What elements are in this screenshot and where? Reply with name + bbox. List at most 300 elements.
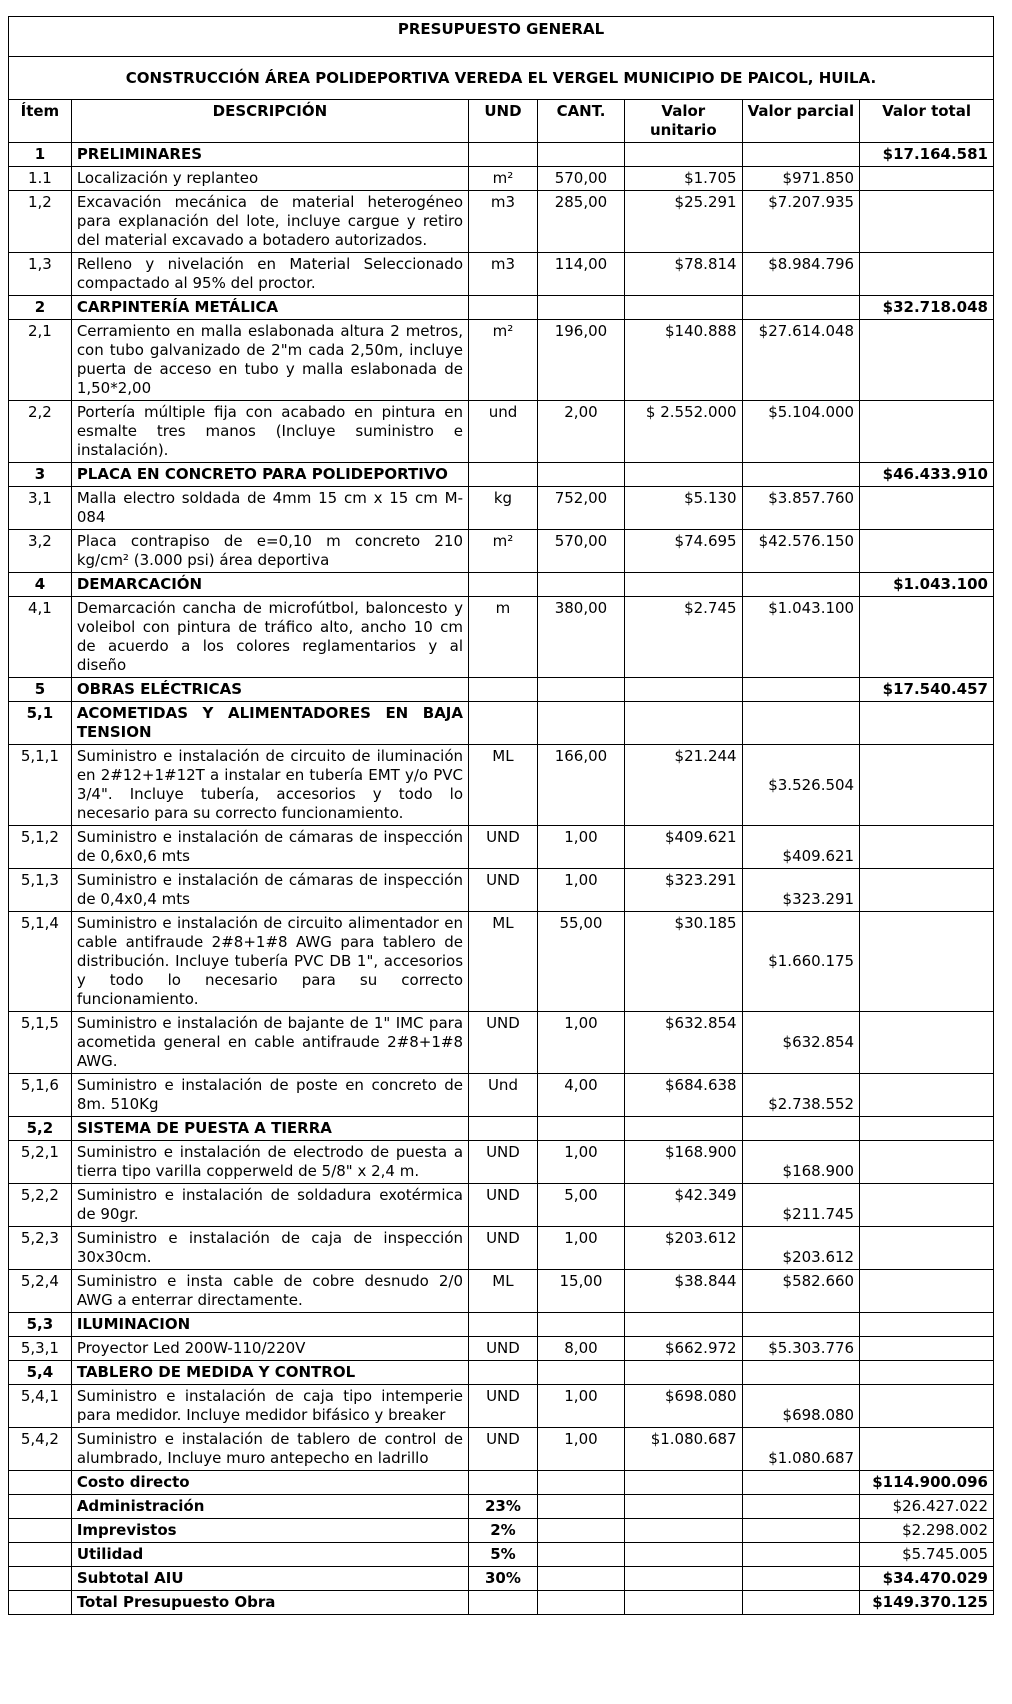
- item-description: Malla electro soldada de 4mm 15 cm x 15 cm M-084: [71, 487, 468, 530]
- item-quantity: 570,00: [537, 167, 624, 191]
- item-quantity: 1,00: [537, 1012, 624, 1074]
- item-number: 5,3,1: [9, 1337, 72, 1361]
- item-unit: m²: [469, 320, 538, 401]
- item-number: 5,2,1: [9, 1141, 72, 1184]
- item-total-value: [860, 1117, 994, 1141]
- item-description: Demarcación cancha de microfútbol, baloncesto y voleibol con pintura de tráfico alto, ancho 10 cm de acuerdo a los colores reglamentarios y al diseño: [71, 597, 468, 678]
- item-partial-value: $8.984.796: [742, 253, 860, 296]
- item-unit: [469, 296, 538, 320]
- item-description: Suministro e instalación de circuito de iluminación en 2#12+1#12T a instalar en tubería EMT y/o PVC 3/4". Incluye tubería, accesorios y todo lo necesario para su correcto funcionamiento.: [71, 745, 468, 826]
- table-row: [9, 401, 994, 463]
- summary-empty-cell: [625, 1471, 743, 1495]
- table-row: [9, 530, 994, 573]
- item-quantity: [537, 143, 624, 167]
- item-partial-value: [742, 1361, 860, 1385]
- item-partial-value: $409.621: [742, 826, 860, 869]
- item-number: 2,1: [9, 320, 72, 401]
- item-description: Suministro e instalación de tablero de control de alumbrado, Incluye muro antepecho en ladrillo: [71, 1428, 468, 1471]
- item-unit-value: [625, 678, 743, 702]
- item-total-value: $46.433.910: [860, 463, 994, 487]
- table-row: [9, 167, 994, 191]
- item-total-value: [860, 191, 994, 253]
- item-total-value: [860, 1385, 994, 1428]
- header-unit: UND: [469, 100, 538, 143]
- item-quantity: 1,00: [537, 1227, 624, 1270]
- summary-empty-cell: [537, 1543, 624, 1567]
- item-quantity: 752,00: [537, 487, 624, 530]
- item-unit-value: [625, 463, 743, 487]
- item-description: Suministro e instalación de cámaras de inspección de 0,6x0,6 mts: [71, 826, 468, 869]
- summary-label: Imprevistos: [71, 1519, 468, 1543]
- item-unit: Und: [469, 1074, 538, 1117]
- item-number: 1,2: [9, 191, 72, 253]
- item-description: Suministro e insta cable de cobre desnudo 2/0 AWG a enterrar directamente.: [71, 1270, 468, 1313]
- item-quantity: 1,00: [537, 826, 624, 869]
- summary-value: $114.900.096: [860, 1471, 994, 1495]
- table-row: [9, 320, 994, 401]
- item-total-value: [860, 167, 994, 191]
- item-unit-value: $409.621: [625, 826, 743, 869]
- item-total-value: [860, 869, 994, 912]
- item-unit: m: [469, 597, 538, 678]
- budget-body: [9, 143, 994, 1471]
- item-unit-value: $203.612: [625, 1227, 743, 1270]
- item-unit: UND: [469, 1337, 538, 1361]
- item-description: Localización y replanteo: [71, 167, 468, 191]
- item-description: SISTEMA DE PUESTA A TIERRA: [71, 1117, 468, 1141]
- item-description: Suministro e instalación de bajante de 1" IMC para acometida general en cable antifraude 2#8+1#8 AWG.: [71, 1012, 468, 1074]
- summary-empty-cell: [742, 1519, 860, 1543]
- summary-row: [9, 1519, 994, 1543]
- item-partial-value: $698.080: [742, 1385, 860, 1428]
- item-partial-value: [742, 678, 860, 702]
- item-partial-value: [742, 1117, 860, 1141]
- summary-empty-cell: [537, 1519, 624, 1543]
- item-partial-value: $168.900: [742, 1141, 860, 1184]
- table-row: [9, 826, 994, 869]
- item-quantity: [537, 1361, 624, 1385]
- chapter-row: [9, 143, 994, 167]
- summary-percent: [469, 1591, 538, 1615]
- summary-empty-cell: [742, 1543, 860, 1567]
- item-unit-value: [625, 573, 743, 597]
- item-number: 5,4: [9, 1361, 72, 1385]
- item-total-value: $32.718.048: [860, 296, 994, 320]
- item-description: Suministro e instalación de caja de inspección 30x30cm.: [71, 1227, 468, 1270]
- item-quantity: 5,00: [537, 1184, 624, 1227]
- item-total-value: [860, 320, 994, 401]
- item-partial-value: $7.207.935: [742, 191, 860, 253]
- item-unit: UND: [469, 869, 538, 912]
- summary-percent: 23%: [469, 1495, 538, 1519]
- summary-label: Utilidad: [71, 1543, 468, 1567]
- item-unit-value: $21.244: [625, 745, 743, 826]
- item-description: ACOMETIDAS Y ALIMENTADORES EN BAJA TENSION: [71, 702, 468, 745]
- table-row: [9, 1141, 994, 1184]
- item-unit-value: [625, 1313, 743, 1337]
- item-number: 5,2,3: [9, 1227, 72, 1270]
- item-total-value: [860, 1012, 994, 1074]
- item-quantity: 1,00: [537, 1141, 624, 1184]
- subchapter-row: [9, 1117, 994, 1141]
- item-description: TABLERO DE MEDIDA Y CONTROL: [71, 1361, 468, 1385]
- item-number: 5,4,2: [9, 1428, 72, 1471]
- item-partial-value: [742, 573, 860, 597]
- summary-empty-cell: [625, 1495, 743, 1519]
- item-number: 5,1,1: [9, 745, 72, 826]
- item-total-value: [860, 826, 994, 869]
- summary-empty-cell: [537, 1567, 624, 1591]
- item-number: 2: [9, 296, 72, 320]
- item-number: 3: [9, 463, 72, 487]
- item-partial-value: [742, 702, 860, 745]
- summary-row: [9, 1591, 994, 1615]
- item-unit-value: $632.854: [625, 1012, 743, 1074]
- item-unit-value: $1.080.687: [625, 1428, 743, 1471]
- item-unit: ML: [469, 912, 538, 1012]
- item-partial-value: $1.043.100: [742, 597, 860, 678]
- item-description: Relleno y nivelación en Material Seleccionado compactado al 95% del proctor.: [71, 253, 468, 296]
- item-quantity: [537, 573, 624, 597]
- item-number: 5,1,3: [9, 869, 72, 912]
- item-unit: UND: [469, 1184, 538, 1227]
- item-description: Portería múltiple fija con acabado en pintura en esmalte tres manos (Incluye suministro e instalación).: [71, 401, 468, 463]
- item-total-value: [860, 745, 994, 826]
- item-total-value: [860, 1227, 994, 1270]
- summary-body: [9, 1471, 994, 1615]
- item-unit-value: $38.844: [625, 1270, 743, 1313]
- item-quantity: 55,00: [537, 912, 624, 1012]
- item-number: 3,1: [9, 487, 72, 530]
- item-total-value: [860, 1428, 994, 1471]
- item-total-value: [860, 597, 994, 678]
- item-unit: UND: [469, 826, 538, 869]
- item-unit: kg: [469, 487, 538, 530]
- item-description: Suministro e instalación de electrodo de puesta a tierra tipo varilla copperweld de 5/8" x 2,4 m.: [71, 1141, 468, 1184]
- item-total-value: [860, 1141, 994, 1184]
- item-partial-value: $1.660.175: [742, 912, 860, 1012]
- item-quantity: 1,00: [537, 1385, 624, 1428]
- item-unit-value: $78.814: [625, 253, 743, 296]
- item-partial-value: [742, 143, 860, 167]
- item-partial-value: $632.854: [742, 1012, 860, 1074]
- summary-value: $5.745.005: [860, 1543, 994, 1567]
- item-unit: [469, 678, 538, 702]
- summary-empty-cell: [742, 1471, 860, 1495]
- item-quantity: [537, 702, 624, 745]
- item-number: 5,1,5: [9, 1012, 72, 1074]
- item-partial-value: $42.576.150: [742, 530, 860, 573]
- item-partial-value: $582.660: [742, 1270, 860, 1313]
- summary-empty-cell: [537, 1495, 624, 1519]
- item-number: 1.1: [9, 167, 72, 191]
- item-number: 4,1: [9, 597, 72, 678]
- item-description: OBRAS ELÉCTRICAS: [71, 678, 468, 702]
- summary-empty-cell: [9, 1543, 72, 1567]
- item-total-value: [860, 1337, 994, 1361]
- item-partial-value: $1.080.687: [742, 1428, 860, 1471]
- document-title: PRESUPUESTO GENERAL: [9, 17, 994, 57]
- table-row: [9, 869, 994, 912]
- item-number: 5,1,2: [9, 826, 72, 869]
- summary-label: Costo directo: [71, 1471, 468, 1495]
- table-row: [9, 1385, 994, 1428]
- item-quantity: 2,00: [537, 401, 624, 463]
- item-quantity: [537, 463, 624, 487]
- item-unit-value: $168.900: [625, 1141, 743, 1184]
- item-description: ILUMINACION: [71, 1313, 468, 1337]
- item-unit: UND: [469, 1428, 538, 1471]
- item-number: 3,2: [9, 530, 72, 573]
- summary-label: Subtotal AIU: [71, 1567, 468, 1591]
- table-row: [9, 745, 994, 826]
- item-unit: m²: [469, 167, 538, 191]
- summary-row: [9, 1567, 994, 1591]
- item-description: PLACA EN CONCRETO PARA POLIDEPORTIVO: [71, 463, 468, 487]
- item-number: 2,2: [9, 401, 72, 463]
- item-unit: ML: [469, 1270, 538, 1313]
- item-total-value: [860, 1074, 994, 1117]
- summary-value: $26.427.022: [860, 1495, 994, 1519]
- item-unit: [469, 463, 538, 487]
- item-total-value: [860, 487, 994, 530]
- item-total-value: $17.540.457: [860, 678, 994, 702]
- header-quantity: CANT.: [537, 100, 624, 143]
- item-number: 5,2: [9, 1117, 72, 1141]
- subchapter-row: [9, 1361, 994, 1385]
- item-unit: [469, 1313, 538, 1337]
- item-partial-value: $5.104.000: [742, 401, 860, 463]
- item-quantity: 380,00: [537, 597, 624, 678]
- item-quantity: 4,00: [537, 1074, 624, 1117]
- item-unit-value: $ 2.552.000: [625, 401, 743, 463]
- item-quantity: [537, 296, 624, 320]
- item-unit: UND: [469, 1227, 538, 1270]
- item-unit-value: [625, 702, 743, 745]
- summary-row: [9, 1471, 994, 1495]
- item-description: Proyector Led 200W-110/220V: [71, 1337, 468, 1361]
- table-row: [9, 487, 994, 530]
- item-description: Suministro e instalación de circuito alimentador en cable antifraude 2#8+1#8 AWG para tablero de distribución. Incluye tubería PVC DB 1", accesorios y todo lo necesario para su correcto funcionamiento.: [71, 912, 468, 1012]
- item-number: 5,1: [9, 702, 72, 745]
- item-unit: UND: [469, 1141, 538, 1184]
- item-description: DEMARCACIÓN: [71, 573, 468, 597]
- item-unit-value: [625, 143, 743, 167]
- summary-row: [9, 1495, 994, 1519]
- item-unit: [469, 143, 538, 167]
- item-unit-value: $684.638: [625, 1074, 743, 1117]
- chapter-row: [9, 573, 994, 597]
- chapter-row: [9, 463, 994, 487]
- table-row: [9, 912, 994, 1012]
- table-header-row: [9, 100, 994, 143]
- item-description: Excavación mecánica de material heterogéneo para explanación del lote, incluye cargue y retiro del material excavado a botadero autorizados.: [71, 191, 468, 253]
- item-unit-value: $2.745: [625, 597, 743, 678]
- item-total-value: [860, 1361, 994, 1385]
- item-description: PRELIMINARES: [71, 143, 468, 167]
- summary-value: $149.370.125: [860, 1591, 994, 1615]
- header-unit-value: Valor unitario: [625, 100, 743, 143]
- item-unit: UND: [469, 1012, 538, 1074]
- chapter-row: [9, 296, 994, 320]
- summary-empty-cell: [9, 1567, 72, 1591]
- summary-label: Administración: [71, 1495, 468, 1519]
- item-number: 1: [9, 143, 72, 167]
- item-unit: [469, 1117, 538, 1141]
- table-row: [9, 1428, 994, 1471]
- item-quantity: 166,00: [537, 745, 624, 826]
- summary-percent: 2%: [469, 1519, 538, 1543]
- item-unit: m²: [469, 530, 538, 573]
- item-number: 5,3: [9, 1313, 72, 1337]
- item-description: Placa contrapiso de e=0,10 m concreto 210 kg/cm² (3.000 psi) área deportiva: [71, 530, 468, 573]
- summary-empty-cell: [9, 1591, 72, 1615]
- summary-empty-cell: [742, 1591, 860, 1615]
- summary-empty-cell: [9, 1519, 72, 1543]
- item-unit-value: $1.705: [625, 167, 743, 191]
- item-total-value: [860, 1270, 994, 1313]
- item-quantity: [537, 678, 624, 702]
- item-quantity: 1,00: [537, 1428, 624, 1471]
- item-description: Suministro e instalación de soldadura exotérmica de 90gr.: [71, 1184, 468, 1227]
- item-quantity: 570,00: [537, 530, 624, 573]
- item-total-value: [860, 253, 994, 296]
- item-unit-value: $5.130: [625, 487, 743, 530]
- summary-label: Total Presupuesto Obra: [71, 1591, 468, 1615]
- item-description: Suministro e instalación de cámaras de inspección de 0,4x0,4 mts: [71, 869, 468, 912]
- item-partial-value: $971.850: [742, 167, 860, 191]
- summary-empty-cell: [625, 1567, 743, 1591]
- item-unit-value: $25.291: [625, 191, 743, 253]
- table-row: [9, 1337, 994, 1361]
- item-unit: [469, 1361, 538, 1385]
- item-description: Cerramiento en malla eslabonada altura 2 metros, con tubo galvanizado de 2"m cada 2,50m, incluye puerta de acceso en tubo y malla eslabonada de 1,50*2,00: [71, 320, 468, 401]
- item-partial-value: $203.612: [742, 1227, 860, 1270]
- item-quantity: 285,00: [537, 191, 624, 253]
- budget-table: [8, 16, 994, 1615]
- summary-percent: 30%: [469, 1567, 538, 1591]
- item-quantity: 15,00: [537, 1270, 624, 1313]
- summary-percent: [469, 1471, 538, 1495]
- item-unit-value: $323.291: [625, 869, 743, 912]
- item-number: 4: [9, 573, 72, 597]
- item-description: Suministro e instalación de caja tipo intemperie para medidor. Incluye medidor bifásico y breaker: [71, 1385, 468, 1428]
- item-unit-value: $30.185: [625, 912, 743, 1012]
- item-unit-value: $662.972: [625, 1337, 743, 1361]
- item-partial-value: [742, 296, 860, 320]
- subchapter-row: [9, 702, 994, 745]
- item-partial-value: $27.614.048: [742, 320, 860, 401]
- table-row: [9, 1074, 994, 1117]
- item-unit-value: [625, 296, 743, 320]
- item-partial-value: [742, 1313, 860, 1337]
- item-unit: m3: [469, 191, 538, 253]
- summary-empty-cell: [537, 1591, 624, 1615]
- item-partial-value: $5.303.776: [742, 1337, 860, 1361]
- item-total-value: [860, 912, 994, 1012]
- header-item: Ítem: [9, 100, 72, 143]
- item-quantity: [537, 1313, 624, 1337]
- item-number: 1,3: [9, 253, 72, 296]
- item-unit: und: [469, 401, 538, 463]
- item-unit-value: [625, 1117, 743, 1141]
- item-description: CARPINTERÍA METÁLICA: [71, 296, 468, 320]
- summary-empty-cell: [625, 1543, 743, 1567]
- item-quantity: [537, 1117, 624, 1141]
- item-partial-value: $2.738.552: [742, 1074, 860, 1117]
- item-unit-value: $42.349: [625, 1184, 743, 1227]
- item-unit-value: [625, 1361, 743, 1385]
- item-unit: UND: [469, 1385, 538, 1428]
- summary-row: [9, 1543, 994, 1567]
- summary-empty-cell: [742, 1495, 860, 1519]
- table-row: [9, 1270, 994, 1313]
- item-unit: [469, 702, 538, 745]
- summary-empty-cell: [625, 1591, 743, 1615]
- item-unit-value: $74.695: [625, 530, 743, 573]
- item-total-value: [860, 1184, 994, 1227]
- item-total-value: [860, 702, 994, 745]
- summary-value: $2.298.002: [860, 1519, 994, 1543]
- summary-empty-cell: [9, 1471, 72, 1495]
- item-unit: ML: [469, 745, 538, 826]
- item-total-value: $1.043.100: [860, 573, 994, 597]
- item-total-value: [860, 530, 994, 573]
- item-partial-value: [742, 463, 860, 487]
- item-unit-value: $698.080: [625, 1385, 743, 1428]
- item-partial-value: $323.291: [742, 869, 860, 912]
- item-total-value: [860, 1313, 994, 1337]
- chapter-row: [9, 678, 994, 702]
- table-row: [9, 1012, 994, 1074]
- item-quantity: 8,00: [537, 1337, 624, 1361]
- summary-percent: 5%: [469, 1543, 538, 1567]
- item-unit: [469, 573, 538, 597]
- item-partial-value: $211.745: [742, 1184, 860, 1227]
- item-description: Suministro e instalación de poste en concreto de 8m. 510Kg: [71, 1074, 468, 1117]
- table-row: [9, 597, 994, 678]
- item-partial-value: $3.857.760: [742, 487, 860, 530]
- item-total-value: $17.164.581: [860, 143, 994, 167]
- item-number: 5,4,1: [9, 1385, 72, 1428]
- summary-empty-cell: [9, 1495, 72, 1519]
- item-quantity: 196,00: [537, 320, 624, 401]
- item-unit-value: $140.888: [625, 320, 743, 401]
- item-number: 5,1,4: [9, 912, 72, 1012]
- item-quantity: 114,00: [537, 253, 624, 296]
- item-number: 5: [9, 678, 72, 702]
- item-quantity: 1,00: [537, 869, 624, 912]
- item-number: 5,2,2: [9, 1184, 72, 1227]
- table-row: [9, 1184, 994, 1227]
- header-partial-value: Valor parcial: [742, 100, 860, 143]
- table-row: [9, 253, 994, 296]
- summary-empty-cell: [742, 1567, 860, 1591]
- header-description: DESCRIPCIÓN: [71, 100, 468, 143]
- subchapter-row: [9, 1313, 994, 1337]
- item-number: 5,2,4: [9, 1270, 72, 1313]
- summary-empty-cell: [625, 1519, 743, 1543]
- project-subtitle: CONSTRUCCIÓN ÁREA POLIDEPORTIVA VEREDA EL VERGEL MUNICIPIO DE PAICOL, HUILA.: [9, 57, 994, 100]
- item-number: 5,1,6: [9, 1074, 72, 1117]
- header-total-value: Valor total: [860, 100, 994, 143]
- table-row: [9, 191, 994, 253]
- summary-value: $34.470.029: [860, 1567, 994, 1591]
- item-total-value: [860, 401, 994, 463]
- item-partial-value: $3.526.504: [742, 745, 860, 826]
- summary-empty-cell: [537, 1471, 624, 1495]
- item-unit: m3: [469, 253, 538, 296]
